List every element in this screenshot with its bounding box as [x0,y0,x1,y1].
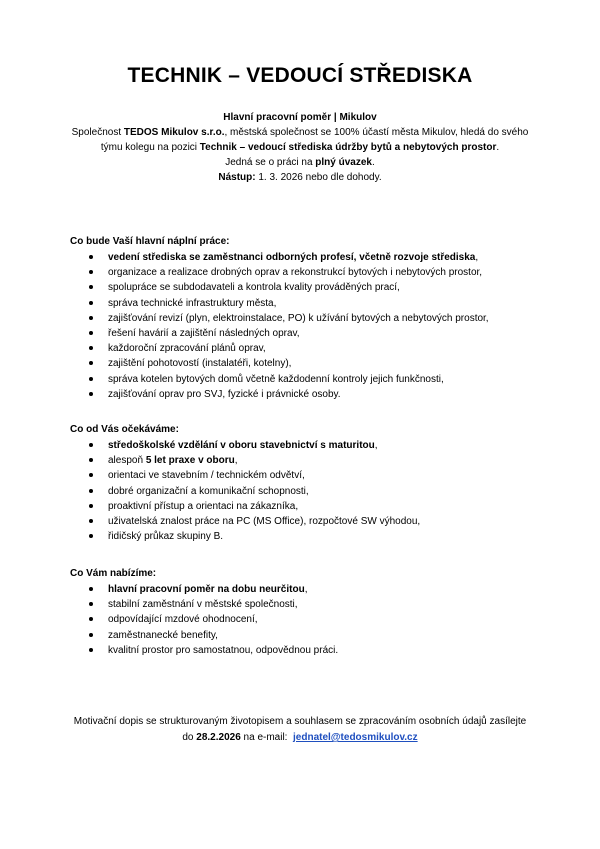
list-item-text: správa technické infrastruktury města, [108,297,277,309]
intro-block [40,110,560,185]
list-item-text: zajištění pohotovostí (instalatéři, kotelny), [108,358,292,370]
bullet-icon [89,602,93,606]
duties-list [70,250,540,402]
list-item [70,529,540,544]
list-item [70,582,540,597]
bullet-icon [89,648,93,652]
list-item-text: správa kotelen bytových domů včetně každodenní kontroly jejich funkčnosti, [108,373,444,385]
list-item-text: 5 let praxe v oboru [145,455,235,467]
list-item [70,296,540,311]
intro-text: týmu kolegu na pozici [100,142,200,153]
email-link[interactable]: jednatel@tedosmikulov.cz [293,732,418,743]
list-item-text: orientaci ve stavebním / technickém odvětví, [108,470,305,482]
intro-contract-line [40,155,560,170]
bullet-icon [89,301,93,305]
bullet-icon [89,458,93,462]
list-item [70,326,540,341]
bullet-icon [89,316,93,320]
footer-text: na e-mail: [240,732,294,743]
requirements-list [70,438,540,544]
list-item [70,356,540,371]
list-item [70,341,540,356]
bullet-icon [89,534,93,538]
bullet-icon [89,346,93,350]
bullet-icon [89,392,93,396]
application-instructions [40,714,560,746]
list-item [70,612,540,627]
list-item-text: vedení střediska se zaměstnanci odborných profesí, včetně rozvoje střediska [108,252,476,263]
list-item [70,499,540,514]
bullet-icon [89,255,93,259]
position-name: Technik – vedoucí střediska údržby bytů a nebytových prostor [199,142,497,153]
intro-start-line [40,170,560,185]
contract-type: plný úvazek [315,157,372,168]
list-item-text: řešení havárií a zajištění následných oprav, [108,327,300,339]
list-item-text: , [304,584,308,595]
start-label: Nástup: [218,172,256,183]
intro-subtitle: Hlavní pracovní poměr | Mikulov [223,112,377,123]
bullet-icon [89,519,93,523]
page-title: TECHNIK – VEDOUCÍ STŘEDISKA [127,64,473,87]
list-item-text: zajišťování oprav pro SVJ, fyzické i právnické osoby. [108,388,341,400]
list-item-text: , [374,440,378,451]
bullet-icon [89,331,93,335]
list-item [70,372,540,387]
list-item-text: dobré organizační a komunikační schopnosti, [108,485,309,497]
intro-text: , městská společnost se 100% účastí města Mikulov, hledá do svého [224,127,529,138]
bullet-icon [89,270,93,274]
list-item-text: , [234,455,238,467]
list-item-text: proaktivní přístup a orientaci na zákazníka, [108,500,299,512]
list-item-text: spolupráce se subdodavateli a kontrola kvality prováděných prací, [108,282,400,294]
list-item [70,265,540,280]
list-item [70,484,540,499]
intro-company-line [40,125,560,140]
intro-text: Jedná se o práci na [225,157,316,168]
bullet-icon [89,443,93,447]
list-item [70,250,540,265]
bullet-icon [89,504,93,508]
intro-text: Společnost [71,127,124,138]
list-item [70,387,540,402]
bullet-icon [89,617,93,621]
offers-list [70,582,540,658]
list-item-text: řidičský průkaz skupiny B. [108,531,224,543]
intro-text: . [371,157,375,168]
intro-text: . [496,142,500,153]
footer-line [40,730,560,746]
list-item-text: organizace a realizace drobných oprav a rekonstrukcí bytových i nebytových prostor, [108,267,483,279]
list-item-text: alespoň [108,455,146,467]
requirements-section [70,422,540,544]
bullet-icon [89,587,93,591]
list-item [70,468,540,483]
list-item [70,597,540,612]
list-item [70,311,540,326]
bullet-icon [89,489,93,493]
deadline-date: 28.2.2026 [196,732,241,743]
list-item-text: každoroční zpracování plánů oprav, [108,343,266,355]
list-item-text: zajišťování revizí (plyn, elektroinstalace, PO) k užívání bytových a nebytových prostor, [108,312,489,324]
bullet-icon [89,473,93,477]
list-item-text: stabilní zaměstnání v městské společnosti, [108,599,298,611]
list-item-text: uživatelská znalost práce na PC (MS Office), rozpočtové SW výhodou, [108,515,421,527]
list-item [70,643,540,658]
list-item [70,453,540,468]
list-item [70,280,540,295]
list-item [70,628,540,643]
list-item-text: středoškolské vzdělání v oboru stavebnictví s maturitou [108,440,375,451]
intro-position-line [40,140,560,155]
bullet-icon [89,361,93,365]
offers-heading: Co Vám nabízíme: [70,568,157,579]
list-item [70,514,540,529]
offers-section [70,566,540,658]
bullet-icon [89,377,93,381]
bullet-icon [89,285,93,289]
footer-text: do [182,732,197,743]
duties-section [70,234,540,402]
list-item [70,438,540,453]
footer-line: Motivační dopis se strukturovaným životopisem a souhlasem se zpracováním osobních údajů zasílejte [73,716,527,727]
bullet-icon [89,633,93,637]
list-item-text: zaměstnanecké benefity, [108,629,218,641]
list-item-text: odpovídající mzdové ohodnocení, [108,614,258,626]
list-item-text: kvalitní prostor pro samostatnou, odpovědnou práci. [108,644,339,656]
company-name: TEDOS Mikulov s.r.o. [123,127,225,138]
start-value: 1. 3. 2026 nebo dle dohody. [255,172,382,183]
list-item-text: , [475,252,479,263]
list-item-text: hlavní pracovní poměr na dobu neurčitou [108,584,305,595]
requirements-heading: Co od Vás očekáváme: [70,424,179,435]
duties-heading: Co bude Vaší hlavní náplní práce: [70,236,230,247]
